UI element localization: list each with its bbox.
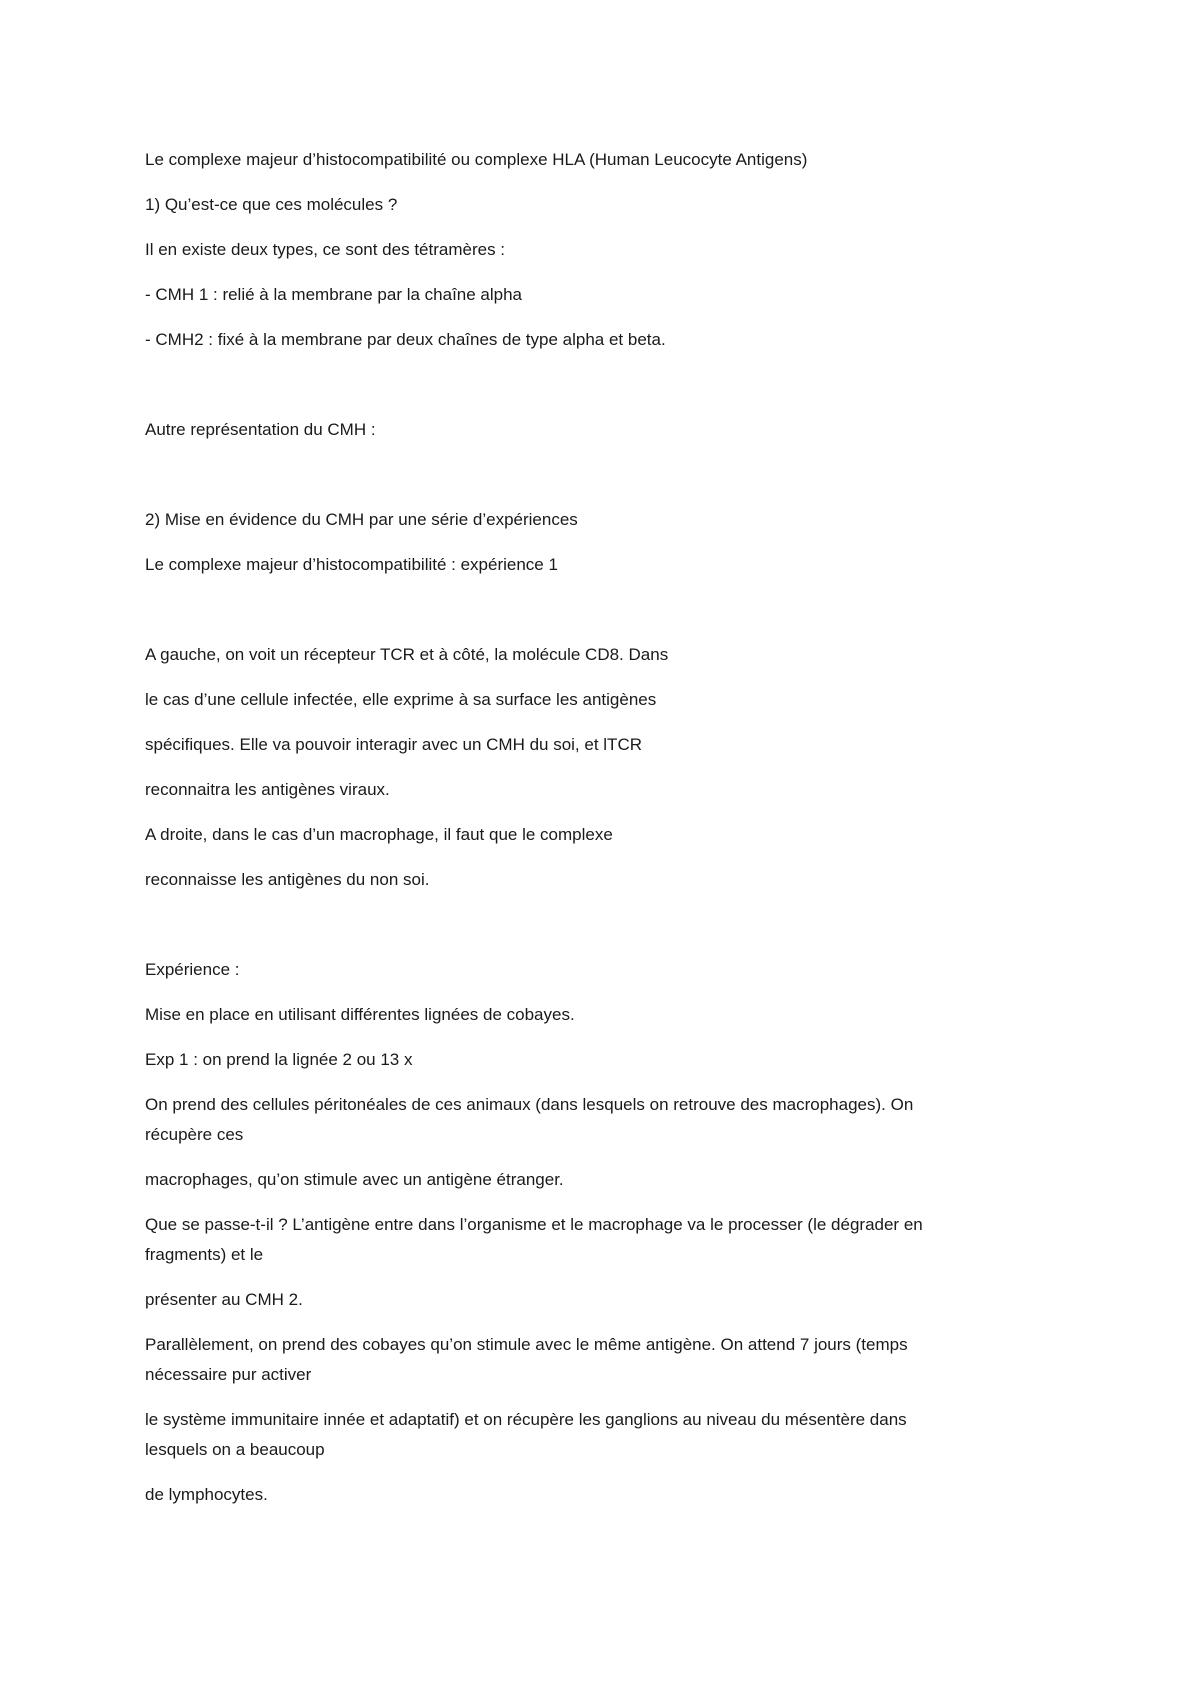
list-item-cmh1: - CMH 1 : relié à la membrane par la chaîne alpha (145, 285, 523, 304)
paragraph-line: A droite, dans le cas d’un macrophage, il faut que le complexe (145, 825, 613, 844)
section-heading-2: 2) Mise en évidence du CMH par une série d’expériences (145, 510, 578, 529)
paragraph-line: Que se passe-t-il ? L’antigène entre dans l’organisme et le macrophage va le processer (le dégrader en (145, 1215, 923, 1234)
paragraph-line: On prend des cellules péritonéales de ces animaux (dans lesquels on retrouve des macrophages). On (145, 1095, 914, 1114)
paragraph-line: Il en existe deux types, ce sont des tétramères : (145, 240, 506, 259)
paragraph-line: récupère ces (145, 1125, 244, 1144)
paragraph-line: fragments) et le (145, 1245, 264, 1264)
paragraph-line: présenter au CMH 2. (145, 1290, 303, 1309)
document-title: Le complexe majeur d’histocompatibilité ou complexe HLA (Human Leucocyte Antigens) (145, 150, 808, 169)
list-item-cmh2: - CMH2 : fixé à la membrane par deux chaînes de type alpha et beta. (145, 330, 666, 349)
paragraph-line: macrophages, qu’on stimule avec un antigène étranger. (145, 1170, 564, 1189)
paragraph-line: Mise en place en utilisant différentes lignées de cobayes. (145, 1005, 575, 1024)
paragraph-line: le cas d’une cellule infectée, elle exprime à sa surface les antigènes (145, 690, 657, 709)
paragraph-line: spécifiques. Elle va pouvoir interagir avec un CMH du soi, et lTCR (145, 735, 642, 754)
paragraph-line: A gauche, on voit un récepteur TCR et à côté, la molécule CD8. Dans (145, 645, 669, 664)
paragraph-line: nécessaire pur activer (145, 1365, 312, 1384)
paragraph-line: lesquels on a beaucoup (145, 1440, 325, 1459)
paragraph-line: Parallèlement, on prend des cobayes qu’on stimule avec le même antigène. On attend 7 jours (temps (145, 1335, 908, 1354)
subheading-experience-1: Le complexe majeur d’histocompatibilité : expérience 1 (145, 555, 558, 574)
paragraph-line: le système immunitaire innée et adaptatif) et on récupère les ganglions au niveau du mésentère dans (145, 1410, 907, 1429)
paragraph-line: Exp 1 : on prend la lignée 2 ou 13 x (145, 1050, 413, 1069)
section-heading-1: 1) Qu’est-ce que ces molécules ? (145, 195, 398, 214)
paragraph-line: reconnaisse les antigènes du non soi. (145, 870, 430, 889)
paragraph-line: Autre représentation du CMH : (145, 420, 376, 439)
paragraph-line: reconnaitra les antigènes viraux. (145, 780, 390, 799)
subheading-experience: Expérience : (145, 960, 240, 979)
paragraph-line: de lymphocytes. (145, 1485, 268, 1504)
